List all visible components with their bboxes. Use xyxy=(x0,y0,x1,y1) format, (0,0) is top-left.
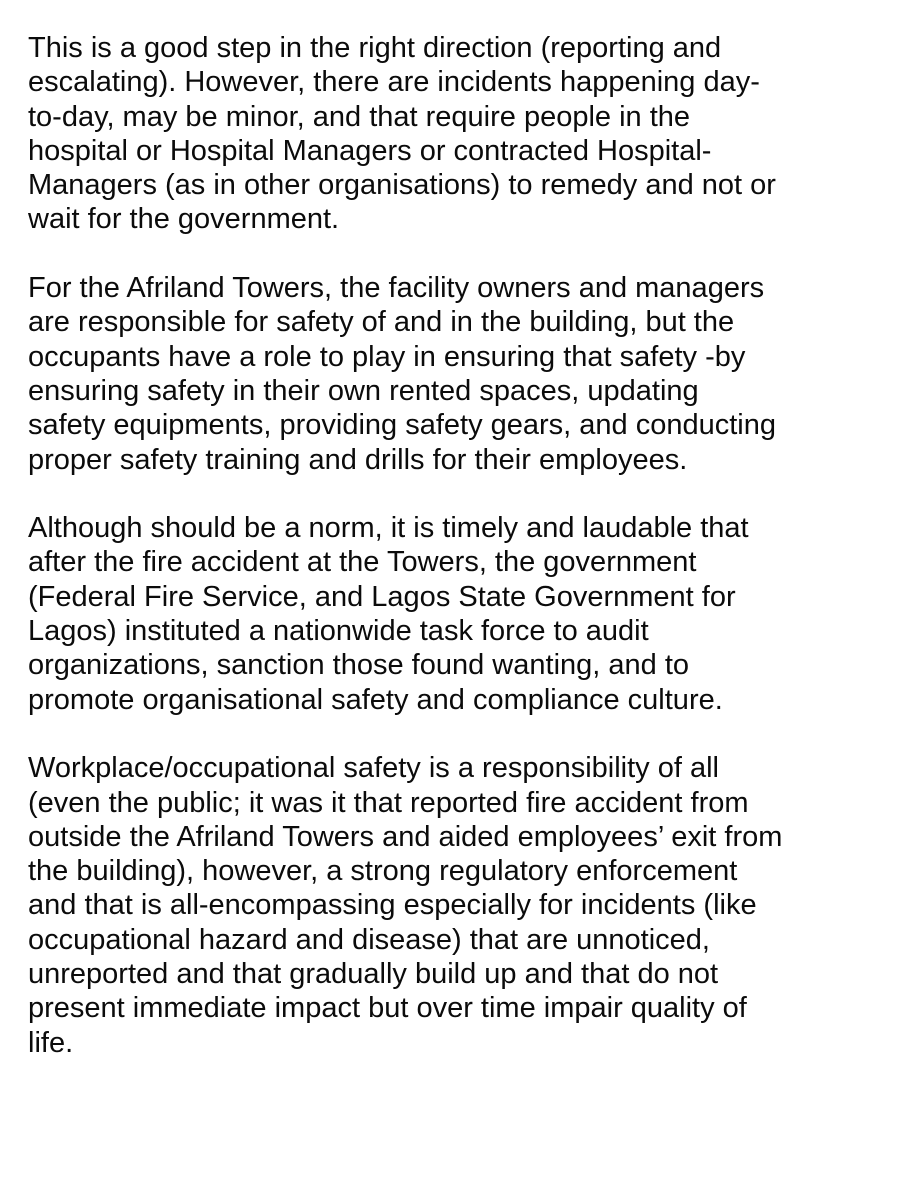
paragraph-task-force xyxy=(28,511,900,717)
text-line: and that is all-encompassing especially for incidents (like xyxy=(28,889,757,922)
text-line: life. xyxy=(28,1026,74,1059)
text-line: outside the Afriland Towers and aided employees’ exit from xyxy=(28,820,783,853)
text-line: hospital or Hospital Managers or contracted Hospital- xyxy=(28,134,712,167)
text-line: promote organisational safety and compliance culture. xyxy=(28,683,723,716)
paragraph-afriland-towers xyxy=(28,271,900,477)
text-line: proper safety training and drills for their employees. xyxy=(28,443,688,476)
text-line: occupational hazard and disease) that are unnoticed, xyxy=(28,923,710,956)
paragraph-workplace-safety xyxy=(28,751,900,1060)
text-line: after the fire accident at the Towers, the government xyxy=(28,546,697,579)
text-line: occupants have a role to play in ensuring that safety -by xyxy=(28,340,746,373)
text-line: Although should be a norm, it is timely and laudable that xyxy=(28,512,749,545)
text-line: Lagos) instituted a nationwide task force to audit xyxy=(28,615,649,648)
text-line: ensuring safety in their own rented spaces, updating xyxy=(28,374,699,407)
text-line: to-day, may be minor, and that require people in the xyxy=(28,100,691,133)
text-line: (Federal Fire Service, and Lagos State Government for xyxy=(28,580,736,613)
text-line: are responsible for safety of and in the building, but the xyxy=(28,306,735,339)
text-line: Workplace/occupational safety is a responsibility of all xyxy=(28,752,719,785)
text-line: For the Afriland Towers, the facility owners and managers xyxy=(28,272,765,305)
text-line: escalating). However, there are incidents happening day- xyxy=(28,66,760,99)
text-line: organizations, sanction those found wanting, and to xyxy=(28,649,690,682)
text-line: safety equipments, providing safety gears, and conducting xyxy=(28,409,777,442)
text-line: This is a good step in the right direction (reporting and xyxy=(28,32,722,64)
text-line: the building), however, a strong regulatory enforcement xyxy=(28,855,738,888)
text-line: wait for the government. xyxy=(28,203,340,236)
text-line: unreported and that gradually build up and that do not xyxy=(28,958,719,991)
note-body xyxy=(28,31,900,1094)
text-line: (even the public; it was it that reported fire accident from xyxy=(28,786,749,819)
paragraph-reporting xyxy=(28,31,900,237)
text-line: present immediate impact but over time impair quality of xyxy=(28,992,747,1025)
text-line: Managers (as in other organisations) to remedy and not or xyxy=(28,169,776,202)
